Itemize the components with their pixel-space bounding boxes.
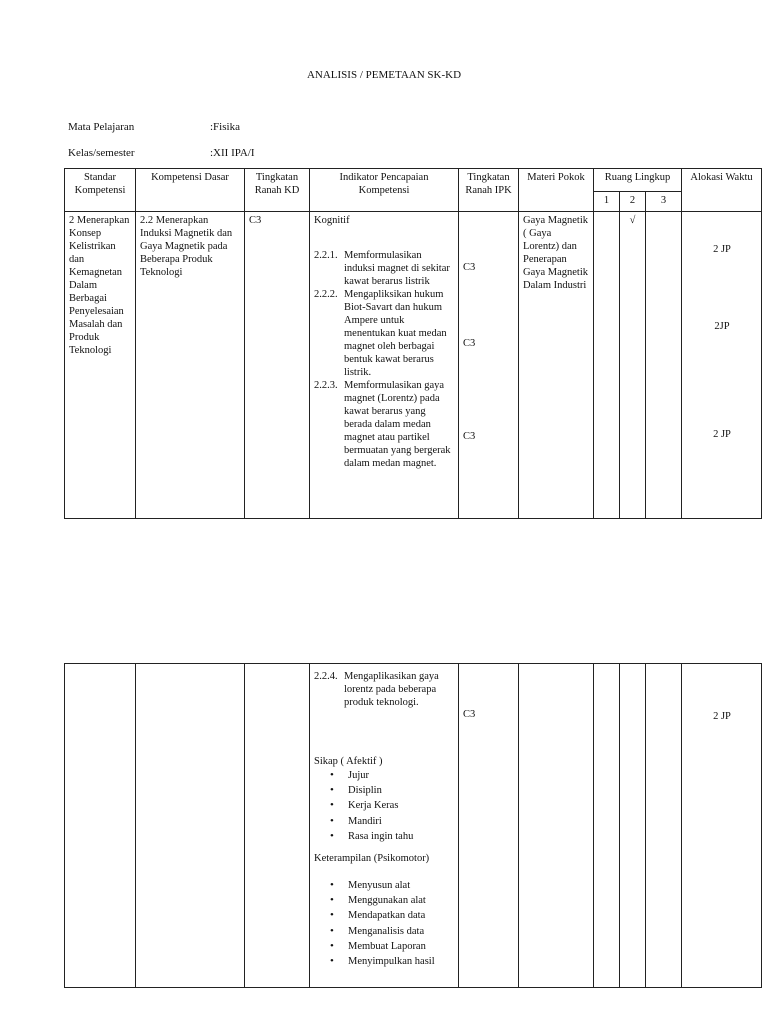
cell-alokasi-waktu [682, 664, 762, 988]
cell-ruang-1 [594, 212, 620, 519]
indicator-number: 2.2.2. [314, 289, 338, 300]
indicator-text: Memformulasikan induksi magnet di sekitar kawat berarus listrik [344, 250, 450, 287]
cell-standar-kompetensi: 2 Menerapkan Konsep Kelistrikan dan Kemagnetan Dalam Berbagai Penyelesaian Masalah dan Produk Teknologi [65, 212, 136, 519]
alokasi-3: 2 JP [713, 429, 731, 440]
list-item: • Menganalisis data [348, 924, 454, 939]
kognitif-label: Kognitif [314, 215, 350, 226]
list-item: • Membuat Laporan [348, 939, 454, 954]
table-row [65, 664, 762, 988]
table-row [65, 212, 762, 519]
alokasi-2: 2JP [714, 321, 730, 332]
indicator-number: 2.2.1. [314, 250, 338, 261]
cell-ruang-2 [620, 664, 646, 988]
list-item: • Mendapatkan data [348, 908, 454, 923]
indicator-item [314, 288, 454, 379]
cell-ruang-3 [646, 664, 682, 988]
list-item: • Menyimpulkan hasil [348, 954, 454, 969]
indicator-text: Mengapliksikan hukum Biot-Savart dan hukum Ampere untuk menentukan kuat medan magnet oleh berbagai bentuk kawat berarus listrik. [344, 289, 447, 378]
indicator-number: 2.2.3. [314, 380, 338, 391]
header-ruang-3: 3 [646, 192, 682, 212]
cell-materi-pokok: Gaya Magnetik ( Gaya Lorentz) dan Penerapan Gaya Magnetik Dalam Industri [519, 212, 594, 519]
cell-ranah-kd: C3 [245, 212, 310, 519]
meta-subject-value: :Fisika [210, 121, 240, 133]
list-item: • Menggunakan alat [348, 893, 454, 908]
header-materi-pokok: Materi Pokok [519, 169, 594, 212]
header-ranah-kd: Tingkatan Ranah KD [245, 169, 310, 212]
list-item: • Disiplin [348, 783, 454, 798]
list-item: • Jujur [348, 768, 454, 783]
cell-ruang-1 [594, 664, 620, 988]
cell-indikator [310, 664, 459, 988]
list-item: • Rasa ingin tahu [348, 829, 454, 844]
sikap-list [314, 768, 454, 844]
indicator-item [314, 379, 454, 470]
header-standar-kompetensi: Standar Kompetensi [65, 169, 136, 212]
indicator-number: 2.2.4. [314, 671, 338, 682]
header-ruang-2: 2 [620, 192, 646, 212]
sk-kd-table [64, 168, 762, 519]
list-item: • Mandiri [348, 814, 454, 829]
cell-materi-pokok [519, 664, 594, 988]
cell-ranah-kd [245, 664, 310, 988]
sikap-label: Sikap ( Afektif ) [314, 756, 383, 767]
meta-class-value: :XII IPA/I [210, 147, 255, 159]
document-title: ANALISIS / PEMETAAN SK-KD [306, 69, 462, 81]
ranah-ipk-3: C3 [463, 431, 476, 442]
ranah-ipk-2: C3 [463, 338, 476, 349]
cell-ruang-3 [646, 212, 682, 519]
list-item: • Kerja Keras [348, 798, 454, 813]
header-ruang-1: 1 [594, 192, 620, 212]
cell-indikator [310, 212, 459, 519]
indicator-list [314, 670, 454, 709]
cell-alokasi-waktu [682, 212, 762, 519]
keterampilan-list [314, 878, 454, 969]
alokasi-1: 2 JP [713, 244, 731, 255]
meta-subject [68, 120, 240, 134]
indicator-text: Memformulasikan gaya magnet (Lorentz) pada kawat berarus yang berada dalam medan magnet atau partikel bermuatan yang bergerak dalam medan magnet. [344, 380, 451, 469]
keterampilan-label: Keterampilan (Psikomotor) [314, 853, 430, 865]
alokasi-4: 2 JP [713, 711, 731, 722]
header-row [65, 169, 762, 192]
header-kompetensi-dasar: Kompetensi Dasar [136, 169, 245, 212]
list-item: • Menyusun alat [348, 878, 454, 893]
indicator-list [314, 249, 454, 470]
meta-subject-label: Mata Pelajaran [68, 121, 135, 133]
header-alokasi-waktu: Alokasi Waktu [682, 169, 762, 212]
meta-class-label: Kelas/semester [68, 147, 135, 159]
cell-kompetensi-dasar [136, 664, 245, 988]
header-ranah-ipk: Tingkatan Ranah IPK [459, 169, 519, 212]
meta-class [68, 146, 255, 160]
cell-ruang-2 [620, 212, 646, 519]
indicator-text: Mengaplikasikan gaya lorentz pada beberapa produk teknologi. [344, 671, 439, 708]
cell-ranah-ipk [459, 212, 519, 519]
cell-ranah-ipk [459, 664, 519, 988]
header-ruang-lingkup: Ruang Lingkup [594, 169, 682, 192]
indicator-item [314, 670, 454, 709]
ranah-ipk-4: C3 [463, 709, 476, 720]
header-indikator: Indikator Pencapaian Kompetensi [310, 169, 459, 212]
cell-standar-kompetensi [65, 664, 136, 988]
sk-kd-table-continued [64, 663, 762, 988]
indicator-item [314, 249, 454, 288]
check-mark-icon: √ [629, 215, 636, 226]
cell-kompetensi-dasar: 2.2 Menerapkan Induksi Magnetik dan Gaya Magnetik pada Beberapa Produk Teknologi [136, 212, 245, 519]
ranah-ipk-1: C3 [463, 262, 476, 273]
